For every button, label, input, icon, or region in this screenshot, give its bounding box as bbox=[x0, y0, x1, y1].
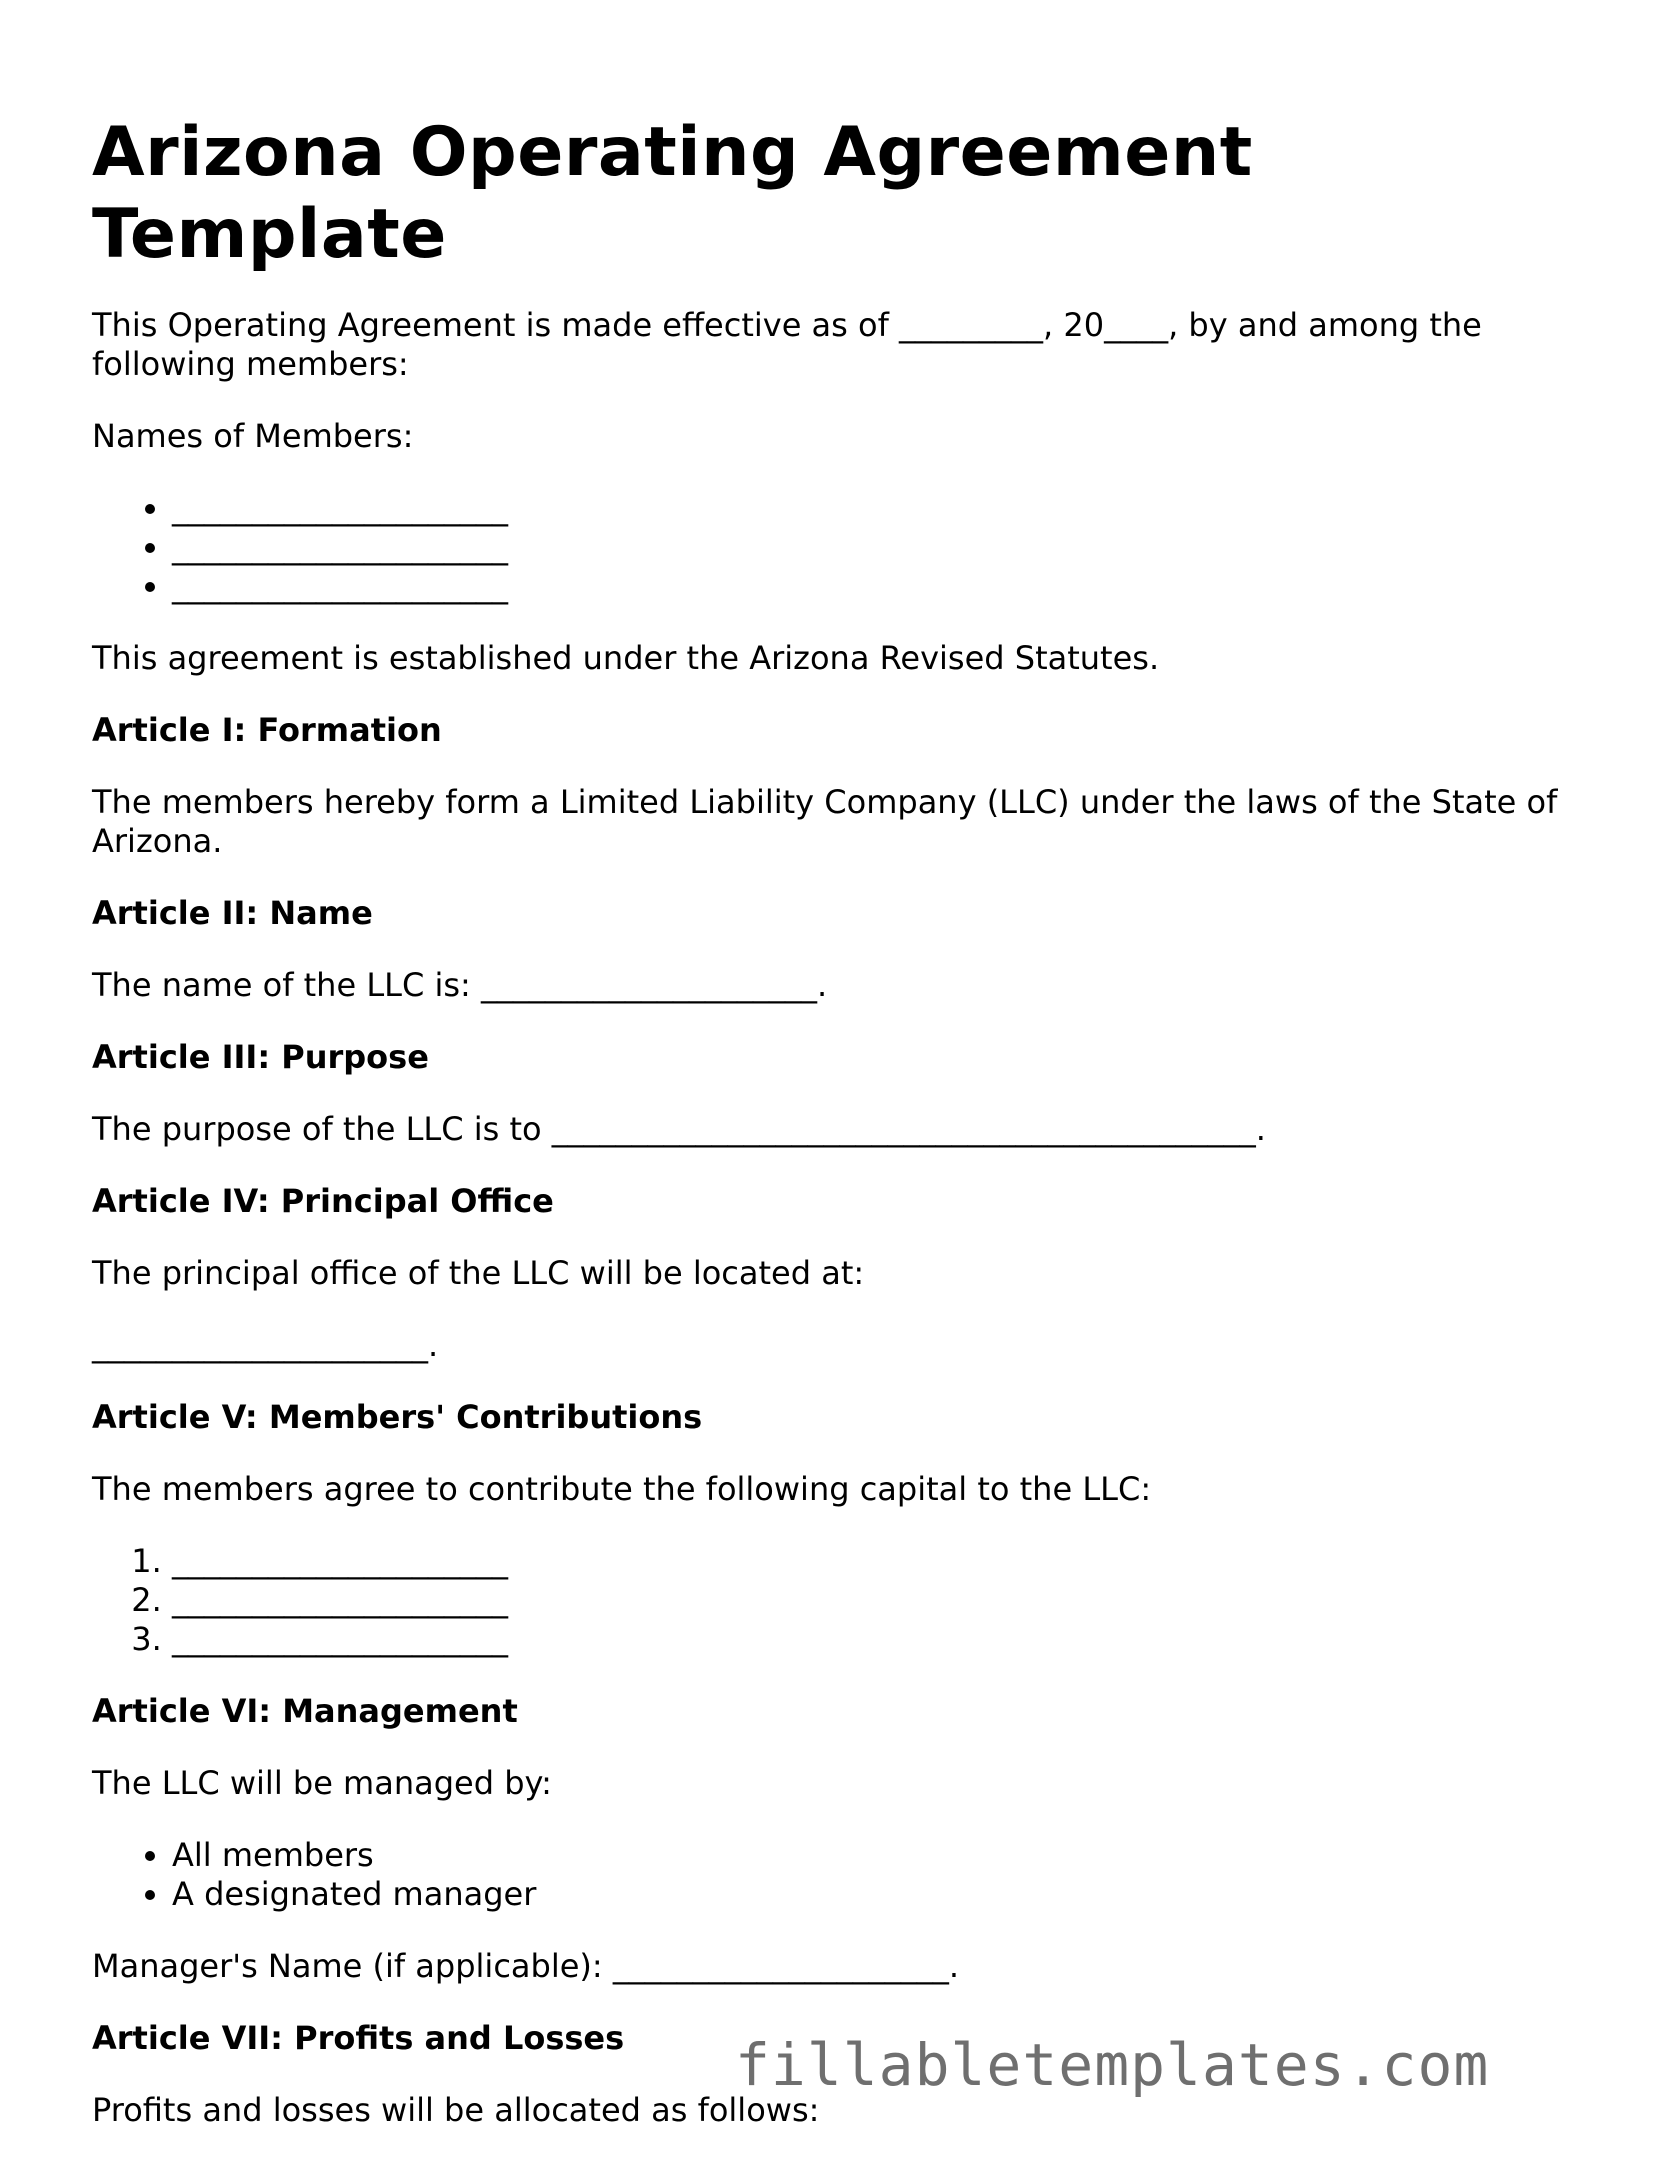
article-6-text: The LLC will be managed by: bbox=[92, 1764, 552, 1802]
article-3-text: The purpose of the LLC is to ____________________________________________. bbox=[92, 1110, 1266, 1148]
article-7-heading: Article VII: Profits and Losses bbox=[92, 2019, 625, 2057]
intro-paragraph: This Operating Agreement is made effective as of _________, 20____, by and among the following members: bbox=[92, 306, 1482, 383]
article-4-text: The principal office of the LLC will be located at: bbox=[92, 1254, 865, 1292]
management-option: • All members bbox=[172, 1836, 1572, 1875]
article-7-text: Profits and losses will be allocated as follows: bbox=[92, 2091, 820, 2129]
contributions-list bbox=[92, 1542, 1572, 1659]
article-4-address-blank: _____________________. bbox=[92, 1326, 439, 1364]
member-name-blank: • _____________________ bbox=[172, 528, 1572, 567]
article-5-text: The members agree to contribute the following capital to the LLC: bbox=[92, 1470, 1152, 1508]
member-name-blank: • _____________________ bbox=[172, 489, 1572, 528]
article-4-heading: Article IV: Principal Office bbox=[92, 1182, 554, 1220]
contribution-blank: 1. _____________________ bbox=[172, 1542, 1572, 1581]
article-2-heading: Article II: Name bbox=[92, 894, 373, 932]
statute-note: This agreement is established under the Arizona Revised Statutes. bbox=[92, 639, 1160, 677]
member-name-blank: • _____________________ bbox=[172, 567, 1572, 606]
member-names-list bbox=[92, 489, 1572, 606]
article-2-text: The name of the LLC is: _____________________. bbox=[92, 966, 828, 1004]
contribution-blank: 2. _____________________ bbox=[172, 1581, 1572, 1620]
article-6-heading: Article VI: Management bbox=[92, 1692, 518, 1730]
article-5-heading: Article V: Members' Contributions bbox=[92, 1398, 703, 1436]
management-option: • A designated manager bbox=[172, 1875, 1572, 1914]
members-label: Names of Members: bbox=[92, 417, 414, 455]
article-1-text: The members hereby form a Limited Liability Company (LLC) under the laws of the State of Arizona. bbox=[92, 783, 1558, 860]
document-page bbox=[92, 112, 1572, 2163]
contribution-blank: 3. _____________________ bbox=[172, 1620, 1572, 1659]
document-title: Arizona Operating Agreement Template bbox=[92, 113, 1253, 274]
management-options-list bbox=[92, 1836, 1572, 1914]
article-3-heading: Article III: Purpose bbox=[92, 1038, 429, 1076]
article-1-heading: Article I: Formation bbox=[92, 711, 442, 749]
watermark: fillabletemplates.com bbox=[735, 2031, 1490, 2099]
manager-name-line: Manager's Name (if applicable): _____________________. bbox=[92, 1947, 960, 1985]
